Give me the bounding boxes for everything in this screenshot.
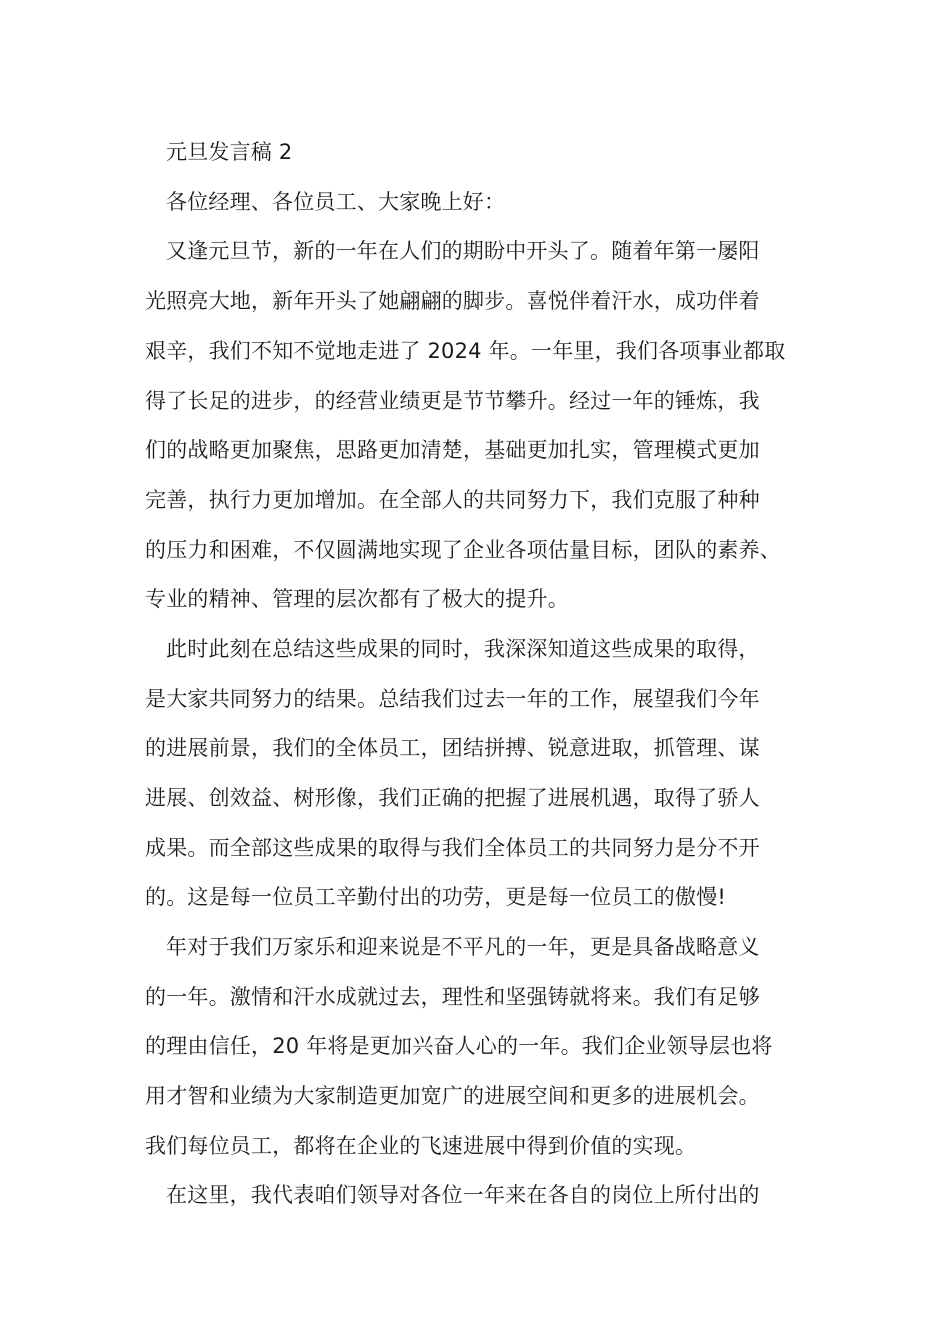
paragraph-line: 成果。而全部这些成果的取得与我们全体员工的共同努力是分不开 (145, 836, 760, 860)
paragraph-line: 又逢元旦节，新的一年在人们的期盼中开头了。随着年第一屡阳 (166, 239, 760, 263)
paragraph-line: 得了长足的进步，的经营业绩更是节节攀升。经过一年的锤炼，我 (145, 389, 760, 413)
paragraph-line: 们的战略更加聚焦，思路更加清楚，基础更加扎实，管理模式更加 (145, 438, 760, 462)
paragraph-line: 的一年。激情和汗水成就过去，理性和坚强铸就将来。我们有足够 (145, 985, 760, 1009)
paragraph-line: 是大家共同努力的结果。总结我们过去一年的工作，展望我们今年 (145, 687, 760, 711)
paragraph-line: 艰辛，我们不知不觉地走进了 2024 年。一年里，我们各项事业都取 (145, 339, 786, 363)
paragraph-line: 我们每位员工，都将在企业的飞速进展中得到价值的实现。 (145, 1134, 697, 1158)
paragraph-line: 在这里，我代表咱们领导对各位一年来在各自的岗位上所付出的 (166, 1183, 760, 1207)
paragraph-line: 此时此刻在总结这些成果的同时，我深深知道这些成果的取得， (166, 637, 760, 661)
paragraph-line: 年对于我们万家乐和迎来说是不平凡的一年，更是具备战略意义 (166, 935, 760, 959)
paragraph-line: 专业的精神、管理的层次都有了极大的提升。 (145, 587, 569, 611)
document-title: 元旦发言稿 2 (166, 140, 293, 164)
paragraph-line: 的压力和困难，不仅圆满地实现了企业各项估量目标，团队的素养、 (145, 538, 781, 562)
paragraph-line: 的理由信任，20 年将是更加兴奋人心的一年。我们企业领导层也将 (145, 1034, 773, 1058)
paragraph-line: 进展、创效益、树形像，我们正确的把握了进展机遇，取得了骄人 (145, 786, 760, 810)
salutation: 各位经理、各位员工、大家晚上好： (166, 190, 506, 214)
paragraph-line: 的进展前景，我们的全体员工，团结拼搏、锐意进取，抓管理、谋 (145, 736, 760, 760)
paragraph-line: 光照亮大地，新年开头了她翩翩的脚步。喜悦伴着汗水，成功伴着 (145, 289, 760, 313)
paragraph-line: 用才智和业绩为大家制造更加宽广的进展空间和更多的进展机会。 (145, 1084, 760, 1108)
paragraph-line: 的。这是每一位员工辛勤付出的功劳，更是每一位员工的傲慢! (145, 885, 727, 909)
paragraph-line: 完善，执行力更加增加。在全部人的共同努力下，我们克服了种种 (145, 488, 760, 512)
